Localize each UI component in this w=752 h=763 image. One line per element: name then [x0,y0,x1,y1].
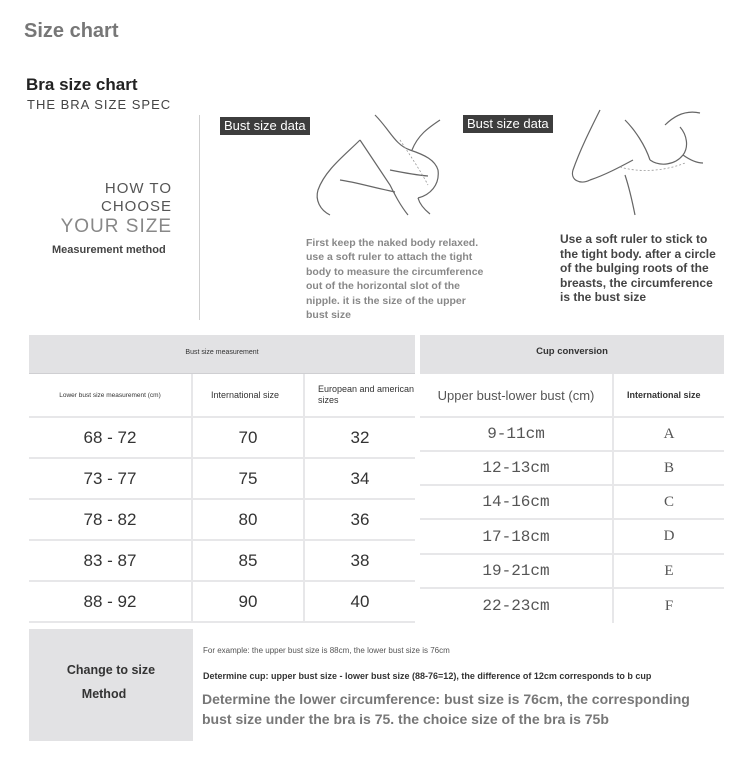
table-cell: F [614,589,724,623]
table-cell: 90 [193,582,303,621]
bust-size-badge-2: Bust size data [463,115,553,133]
upper-bust-measure-illustration [300,110,450,225]
bust-size-table [29,335,415,623]
table-cell: 19-21cm [420,555,612,587]
cup-table-title: Cup conversion [420,335,724,374]
change-size-label: Change to size [66,663,156,677]
method-label-panel [29,629,193,741]
col-header-international: International size [193,374,303,416]
table-cell: 12-13cm [420,452,612,484]
cup-conversion-table [420,335,724,623]
howto-line-2: CHOOSE [100,198,172,215]
table-cell: 36 [305,500,415,539]
measurement-method-label: Measurement method [52,244,166,256]
table-cell: 17-18cm [420,520,612,553]
howto-line-1: HOW TO [104,180,172,197]
table-cell: A [614,418,724,450]
col-header-lower-bust: Lower bust size measurement (cm) [29,374,191,416]
table-cell: 70 [193,418,303,457]
size-method-box [29,629,724,741]
table-cell: 14-16cm [420,486,612,518]
divider [199,115,200,320]
table-cell: 75 [193,459,303,498]
bra-chart-title: Bra size chart [26,75,138,94]
col-header-range: Upper bust-lower bust (cm) [420,374,612,416]
table-cell: 22-23cm [420,589,612,623]
table-cell: 85 [193,541,303,580]
table-cell: 83 - 87 [29,541,191,580]
table-cell: 80 [193,500,303,539]
col-header-european: European and american sizes [305,374,415,416]
lower-bust-measure-illustration [565,105,705,220]
method-details [193,629,724,741]
table-cell: 73 - 77 [29,459,191,498]
panel2-description: Use a soft ruler to stick to the tight body. after a circle of the bulging roots of the breasts, the circumference is the bust size [560,232,716,305]
table-cell: 9-11cm [420,418,612,450]
page-title: Size chart [24,20,119,42]
lower-rule-text: Determine the lower circumference: bust size is 76cm, the corresponding bust size under the bra is 75. the choice size of the bra is 75b [202,691,690,727]
table-cell: 38 [305,541,415,580]
table-cell: E [614,555,724,587]
cup-rule-text: Determine cup: upper bust size - lower bust size (88-76=12), the difference of 12cm corresponds to b cup [203,671,652,681]
panel1-description: First keep the naked body relaxed. use a soft ruler to attach the tight body to measure the circumference out of the horizontal slot of the nipple. it is the size of the upper bust size [306,237,484,322]
bust-table-title: Bust size measurement [29,335,415,374]
table-cell: 40 [305,582,415,621]
table-cell: 78 - 82 [29,500,191,539]
table-cell: 68 - 72 [29,418,191,457]
table-cell: D [614,520,724,553]
example-text: For example: the upper bust size is 88cm, the lower bust size is 76cm [203,646,450,655]
table-cell: 88 - 92 [29,582,191,621]
method-label: Method [81,687,127,701]
table-cell: B [614,452,724,484]
table-cell: 34 [305,459,415,498]
bust-size-badge-1: Bust size data [220,117,310,135]
bra-chart-subtitle: THE BRA SIZE SPEC [27,97,172,112]
col-header-cup-international: International size [614,374,724,416]
howto-line-3: YOUR SIZE [60,216,172,237]
table-cell: 32 [305,418,415,457]
table-cell: C [614,486,724,518]
